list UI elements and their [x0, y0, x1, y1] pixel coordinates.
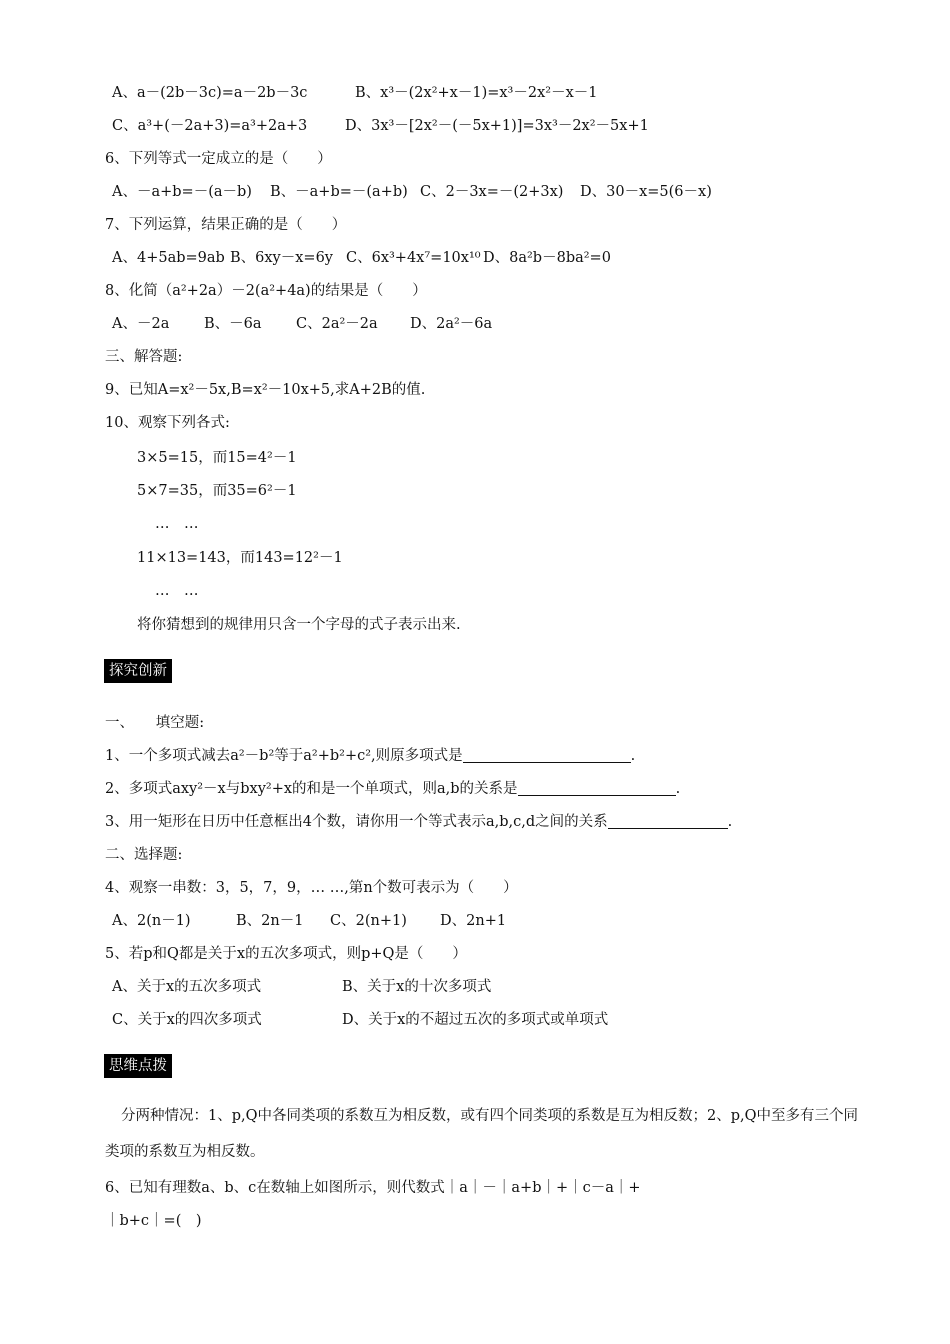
q8-stem: 8、化简（a²+2a）－2(a²+4a)的结果是（ ）: [105, 283, 427, 299]
explore-q4-option-a: A、2(n－1): [112, 913, 191, 929]
q7-option-c: C、6x³+4x⁷=10x¹⁰: [346, 250, 481, 266]
q6-option-b: B、－a+b=－(a+b): [270, 184, 408, 200]
section-tag-explore: 探究创新: [104, 659, 172, 683]
q6-option-a: A、－a+b=－(a－b): [112, 184, 252, 200]
explore-fill-heading: 一、 填空题:: [105, 715, 205, 731]
q6-stem: 6、下列等式一定成立的是（ ）: [105, 151, 332, 167]
q7-stem: 7、下列运算，结果正确的是（ ）: [105, 217, 347, 233]
explore-q4-stem: 4、观察一串数：3，5，7，9，… …,第n个数可表示为（ ）: [105, 880, 518, 896]
q9-stem: 9、已知A=x²－5x,B=x²－10x+5,求A+2B的值.: [105, 382, 426, 398]
q5-option-d: D、3x³－[2x²－(－5x+1)]=3x³－2x²－5x+1: [345, 118, 649, 134]
q5-option-b: B、x³－(2x²+x－1)=x³－2x²－x－1: [355, 85, 598, 101]
period: .: [630, 748, 636, 764]
explore-q2: [105, 779, 680, 799]
explore-q6-line-1: 6、已知有理数a、b、c在数轴上如图所示，则代数式｜a｜－｜a+b｜+｜c－a｜+: [105, 1180, 641, 1196]
q10-dots-2: … …: [155, 583, 199, 599]
explore-q5-option-d: D、关于x的不超过五次的多项式或单项式: [342, 1012, 609, 1028]
q10-question: 将你猜想到的规律用只含一个字母的式子表示出来.: [137, 617, 461, 633]
explore-q1-text: 1、一个多项式减去a²－b²等于a²+b²+c²,则原多项式是: [105, 748, 463, 764]
q10-line-2: 5×7=35，而35=6²－1: [137, 483, 297, 499]
q7-option-b: B、6xy－x=6y: [230, 250, 333, 266]
explore-q1: [105, 746, 635, 766]
section-heading-answer: 三、解答题:: [105, 349, 183, 365]
q6-option-d: D、30－x=5(6－x): [580, 184, 712, 200]
q7-option-a: A、4+5ab=9ab: [112, 250, 225, 266]
hint-paragraph: 分两种情况：1、p,Q中各同类项的系数互为相反数，或有四个同类项的系数是互为相反数；2、p,Q中至多有三个同类项的系数互为相反数。: [105, 1108, 859, 1160]
q10-line-3: 11×13=143，而143=12²－1: [137, 550, 343, 566]
q8-option-b: B、－6a: [204, 316, 262, 332]
q5-option-a: A、a－(2b－3c)=a－2b－3c: [112, 85, 308, 101]
answer-blank-q2[interactable]: [518, 779, 676, 796]
explore-q5-option-c: C、关于x的四次多项式: [112, 1012, 262, 1028]
explore-q5-option-a: A、关于x的五次多项式: [112, 979, 262, 995]
explore-q6-line-2: ｜b+c｜=( ): [105, 1213, 202, 1229]
explore-choice-heading: 二、选择题:: [105, 847, 183, 863]
explore-q2-text: 2、多项式axy²－x与bxy²+x的和是一个单项式，则a,b的关系是: [105, 781, 518, 797]
q10-line-1: 3×5=15，而15=4²－1: [137, 450, 297, 466]
explore-q5-option-b: B、关于x的十次多项式: [342, 979, 492, 995]
q8-option-a: A、－2a: [112, 316, 170, 332]
explore-q4-option-b: B、2n－1: [236, 913, 304, 929]
q5-option-c: C、a³+(－2a+3)=a³+2a+3: [112, 118, 308, 134]
explore-q4-option-d: D、2n+1: [440, 913, 507, 929]
period: .: [675, 781, 681, 797]
q6-option-c: C、2－3x=－(2+3x): [420, 184, 564, 200]
q7-option-d: D、8a²b－8ba²=0: [483, 250, 611, 266]
section-tag-hint: 思维点拨: [104, 1054, 172, 1078]
answer-blank-q1[interactable]: [463, 746, 631, 763]
answer-blank-q3[interactable]: [608, 812, 728, 829]
q10-stem: 10、观察下列各式:: [105, 415, 230, 431]
q8-option-c: C、2a²－2a: [296, 316, 378, 332]
period: .: [727, 814, 733, 830]
q10-dots-1: … …: [155, 516, 199, 532]
explore-q5-stem: 5、若p和Q都是关于x的五次多项式，则p+Q是（ ）: [105, 946, 467, 962]
explore-q3: [105, 812, 732, 832]
q8-option-d: D、2a²－6a: [410, 316, 493, 332]
explore-q4-option-c: C、2(n+1): [330, 913, 407, 929]
explore-q3-text: 3、用一矩形在日历中任意框出4个数，请你用一个等式表示a,b,c,d之间的关系: [105, 814, 608, 830]
